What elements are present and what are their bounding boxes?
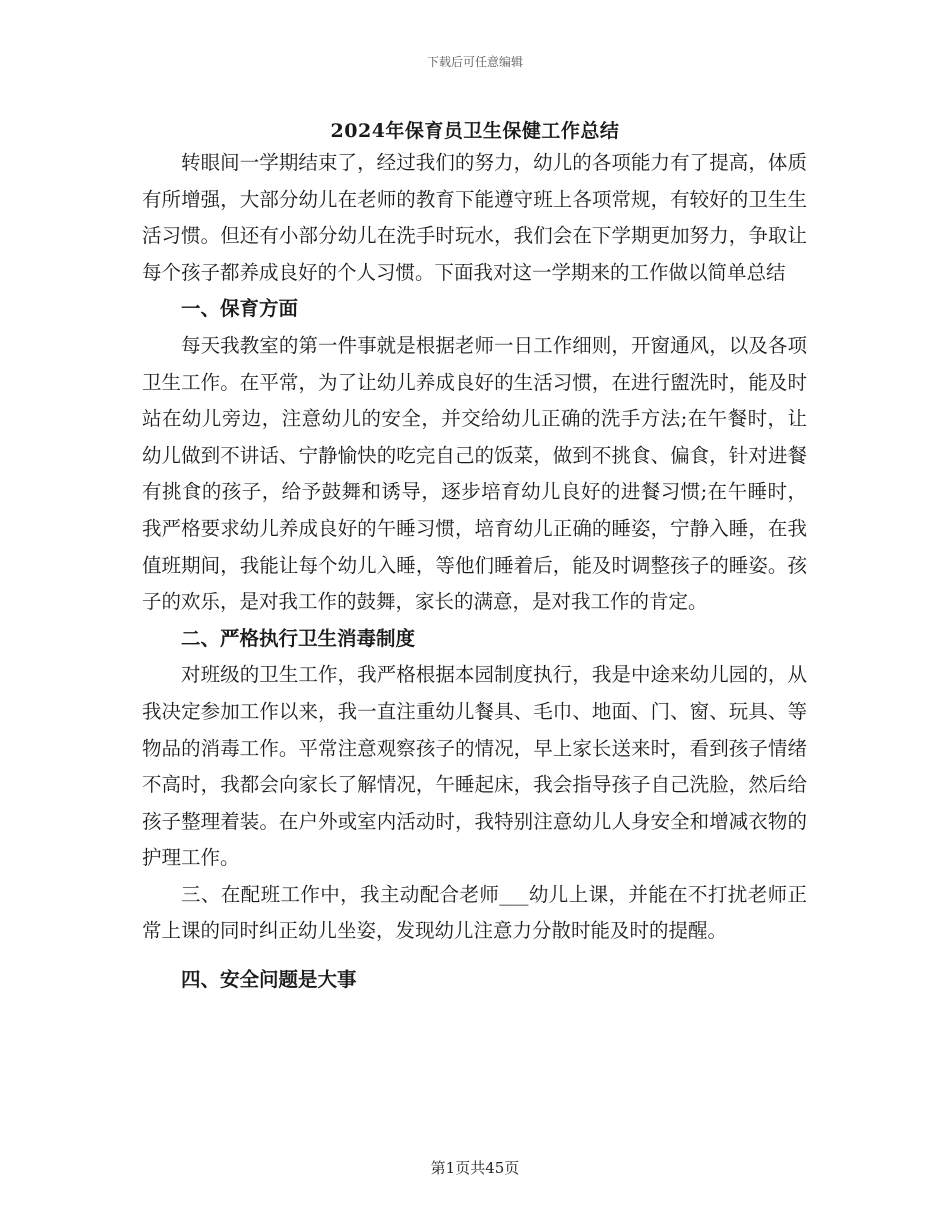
section-1-heading: 一、保育方面	[181, 297, 299, 321]
intro-paragraph: 转眼间一学期结束了，经过我们的努力，幼儿的各项能力有了提高，体质有所增强，大部分幼儿在老师的教育下能遵守班上各项常规，有较好的卫生生活习惯。但还有小部分幼儿在洗手时玩水，我们会在下学期更加努力，争取让每个孩子都养成良好的个人习惯。下面我对这一学期来的工作做以简单总结	[142, 151, 807, 284]
page-number: 第1页共45页	[430, 1159, 520, 1177]
document-title: 2024年保育员卫生保健工作总结	[330, 120, 620, 142]
section-2-heading: 二、严格执行卫生消毒制度	[181, 626, 416, 650]
document-body	[142, 145, 807, 999]
section-3-paragraph: 三、在配班工作中，我主动配合老师___幼儿上课，并能在不打扰老师正常上课的同时纠正幼儿坐姿，发现幼儿注意力分散时能及时的提醒。	[142, 882, 807, 943]
section-1-paragraph: 每天我教室的第一件事就是根据老师一日工作细则，开窗通风，以及各项卫生工作。在平常，为了让幼儿养成良好的生活习惯，在进行盥洗时，能及时站在幼儿旁边，注意幼儿的安全，并交给幼儿正确的洗手方法;在午餐时，让幼儿做到不讲话、宁静愉快的吃完自己的饭菜，做到不挑食、偏食，针对进餐有挑食的孩子，给予鼓舞和诱导，逐步培育幼儿良好的进餐习惯;在午睡时，我严格要求幼儿养成良好的午睡习惯，培育幼儿正确的睡姿，宁静入睡，在我值班期间，我能让每个幼儿入睡，等他们睡着后，能及时调整孩子的睡姿。孩子的欢乐，是对我工作的鼓舞，家长的满意，是对我工作的肯定。	[142, 333, 807, 614]
section-4-heading: 四、安全问题是大事	[181, 968, 357, 992]
section-2-paragraph: 对班级的卫生工作，我严格根据本园制度执行，我是中途来幼儿园的，从我决定参加工作以来，我一直注重幼儿餐具、毛巾、地面、门、窗、玩具、等物品的消毒工作。平常注意观察孩子的情况，早上家长送来时，看到孩子情绪不高时，我都会向家长了解情况，午睡起床，我会指导孩子自己洗脸，然后给孩子整理着装。在户外或室内活动时，我特别注意幼儿人身安全和增减衣物的护理工作。	[142, 663, 807, 870]
download-note: 下载后可任意编辑	[426, 55, 523, 69]
